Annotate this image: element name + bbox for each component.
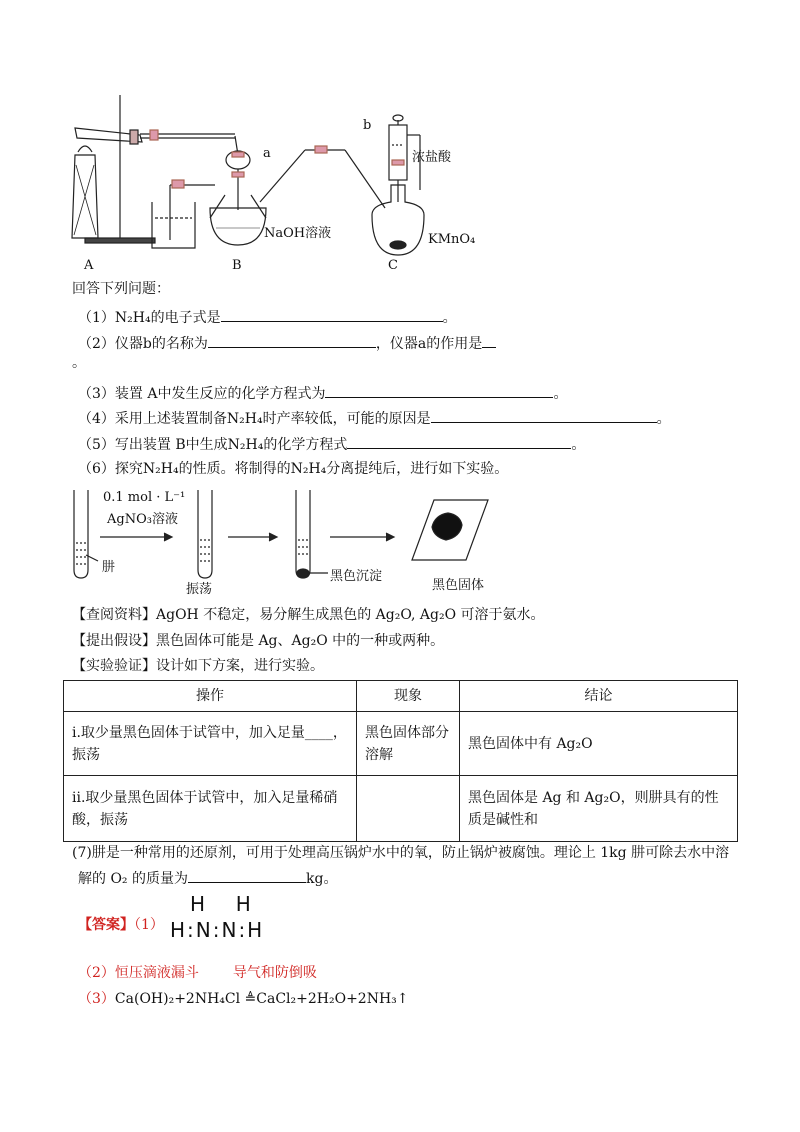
reagent-name: AgNO₃溶液 [107,512,178,527]
row2-operation: ii.取少量黑色固体于试管中，加入足量稀硝酸，振荡 [64,776,357,842]
label-B: B [232,258,242,273]
label-hcl: 浓盐酸 [412,150,452,165]
row1-phenomenon: 黑色固体部分溶解 [357,712,460,776]
table-row [64,712,738,776]
question-2: （2）仪器b的名称为 ，仪器a的作用是 [78,333,496,353]
label-A: A [84,258,94,273]
reagent-concentration: 0.1 mol · L⁻¹ [103,490,186,505]
question-4: （4）采用上述装置制备N₂H₄时产率较低，可能的原因是 。 [78,408,671,428]
label-a: a [263,146,271,161]
question-7-line2: 解的 O₂ 的质量为 kg。 [78,868,337,888]
label-C: C [388,258,398,273]
question-3: （3）装置 A中发生反应的化学方程式为 。 [78,383,567,403]
header-conclusion: 结论 [460,681,738,712]
answer-3: （3）Ca(OH)₂+2NH₄Cl ≜CaCl₂+2H₂O+2NH₃↑ [78,991,409,1007]
row2-phenomenon [357,776,460,842]
experiment-table [63,680,738,842]
label-kmno4: KMnO₄ [428,232,476,247]
label-hydrazine: 肼 [102,560,116,575]
question-2-end: 。 [72,355,86,371]
header-phenomenon: 现象 [357,681,460,712]
question-7: (7)肼是一种常用的还原剂，可用于处理高压锅炉水中的氧，防止锅炉被腐蚀。理论上 1kg 肼可除去水中溶 [72,845,730,861]
label-naoh: NaOH溶液 [264,226,332,241]
row1-conclusion: 黑色固体中有 Ag₂O [460,712,738,776]
question-1: （1）N₂H₄的电子式是 。 [78,307,457,327]
row2-conclusion: 黑色固体是 Ag 和 Ag₂O，则肼具有的性质是碱性和 [460,776,738,842]
lewis-structure-mid: H:N:N:H [170,918,265,942]
table-row [64,776,738,842]
lookup-info: 【查阅资料】AgOH 不稳定，易分解生成黑色的 Ag₂O, Ag₂O 可溶于氨水。 [72,607,545,623]
apparatus-diagram [60,90,530,280]
table-header-row [64,681,738,712]
answer-2: （2）恒压滴液漏斗 导气和防倒吸 [78,965,317,981]
row1-operation: i.取少量黑色固体于试管中，加入足量____，振荡 [64,712,357,776]
verify-info: 【实验验证】设计如下方案，进行实验。 [72,658,324,674]
header-operation: 操作 [64,681,357,712]
label-precipitate: 黑色沉淀 [330,569,383,584]
hypothesis-info: 【提出假设】黑色固体可能是 Ag、Ag₂O 中的一种或两种。 [72,633,445,649]
answer-label: 【答案】（1） [78,917,164,933]
question-5: （5）写出装置 B中生成N₂H₄的化学方程式 。 [78,434,585,454]
lewis-structure-top: H H [190,892,257,916]
intro-text: 回答下列问题： [72,281,170,297]
label-b: b [363,118,372,133]
label-shake: 振荡 [186,582,213,597]
question-6: （6）探究N₂H₄的性质。将制得的N₂H₄分离提纯后，进行如下实验。 [78,461,509,477]
label-black-solid: 黑色固体 [432,578,485,593]
